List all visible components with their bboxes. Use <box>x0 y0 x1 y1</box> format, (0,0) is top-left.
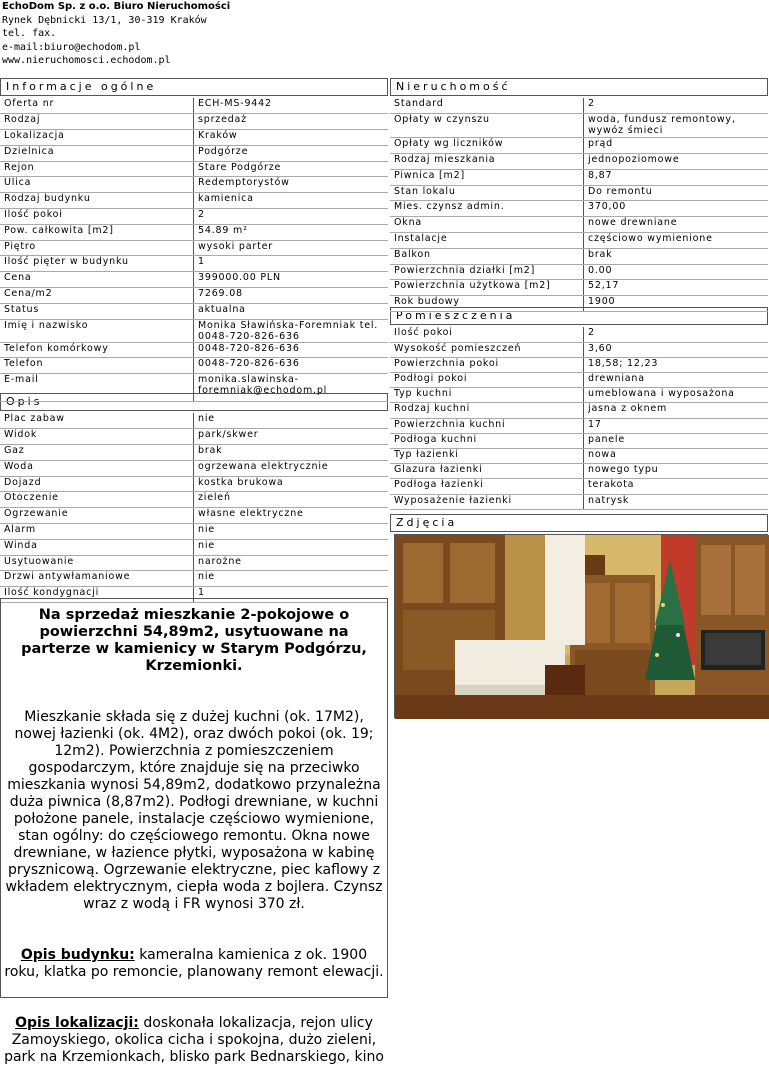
room-interior-image <box>395 535 769 719</box>
room-label: Typ kuchni <box>390 388 584 403</box>
feature-value: nie <box>194 539 389 555</box>
general-value: Kraków <box>194 130 389 146</box>
property-value: brak <box>584 248 769 264</box>
property-label: Balkon <box>390 248 584 264</box>
description-text-box <box>0 598 388 1065</box>
room-label: Glazura łazienki <box>390 464 584 479</box>
feature-value: ogrzewana elektrycznie <box>194 460 389 476</box>
room-row <box>390 327 768 342</box>
location-description <box>4 1015 384 1066</box>
room-value: 2 <box>584 327 769 342</box>
room-label: Podłoga łazienki <box>390 479 584 494</box>
property-row <box>390 233 768 249</box>
general-row <box>0 319 388 342</box>
room-label: Podłogi pokoi <box>390 373 584 388</box>
general-value: Monika Sławińska-Foremniak tel. 0048-720-826-636 <box>194 319 389 342</box>
property-label: Instalacje <box>390 233 584 249</box>
property-value: 8,87 <box>584 169 769 185</box>
feature-row <box>0 429 388 445</box>
room-row <box>390 418 768 433</box>
company-name: EchoDom Sp. z o.o. Biuro Nieruchomości <box>2 1 231 12</box>
general-row <box>0 256 388 272</box>
property-row <box>390 138 768 154</box>
room-label: Powierzchnia pokoi <box>390 357 584 372</box>
room-value: natrysk <box>584 494 769 509</box>
general-label: Dzielnica <box>0 145 194 161</box>
general-row <box>0 177 388 193</box>
general-value: Stare Podgórze <box>194 161 389 177</box>
feature-value: nie <box>194 524 389 540</box>
feature-label: Gaz <box>0 445 194 461</box>
general-value: kamienica <box>194 193 389 209</box>
room-row <box>390 342 768 357</box>
general-row <box>0 130 388 146</box>
general-label: Telefon komórkowy <box>0 342 194 358</box>
room-label: Wysokość pomieszczeń <box>390 342 584 357</box>
feature-row <box>0 492 388 508</box>
section-description-header: Opis <box>0 393 388 411</box>
feature-row <box>0 460 388 476</box>
property-row <box>390 280 768 296</box>
general-value: 399000.00 PLN <box>194 272 389 288</box>
general-row <box>0 98 388 114</box>
property-label: Powierzchnia działki [m2] <box>390 264 584 280</box>
room-row <box>390 403 768 418</box>
room-value: nowa <box>584 449 769 464</box>
general-value: sprzedaż <box>194 114 389 130</box>
building-description-label: Opis budynku: <box>20 947 135 963</box>
feature-value: 1 <box>194 587 389 603</box>
room-row <box>390 479 768 494</box>
general-row <box>0 272 388 288</box>
general-row <box>0 288 388 304</box>
general-label: Rejon <box>0 161 194 177</box>
company-website: www.nieruchomosci.echodom.pl <box>2 55 171 66</box>
property-row <box>390 248 768 264</box>
general-label: Rodzaj budynku <box>0 193 194 209</box>
room-row <box>390 494 768 509</box>
feature-value: własne elektryczne <box>194 508 389 524</box>
description-features-table <box>0 413 388 603</box>
property-label: Rok budowy <box>390 296 584 312</box>
section-property-header: Nieruchomość <box>390 78 768 96</box>
general-value: 7269.08 <box>194 288 389 304</box>
room-row <box>390 388 768 403</box>
company-phone: tel. fax. <box>2 28 57 39</box>
general-row <box>0 209 388 225</box>
property-row <box>390 98 768 114</box>
general-value: Podgórze <box>194 145 389 161</box>
general-row <box>0 303 388 319</box>
general-info-table <box>0 98 388 402</box>
property-value: prąd <box>584 138 769 154</box>
feature-value: kostka brukowa <box>194 476 389 492</box>
feature-label: Otoczenie <box>0 492 194 508</box>
section-rooms-header: Pomieszczenia <box>390 307 768 325</box>
room-label: Rodzaj kuchni <box>390 403 584 418</box>
property-label: Standard <box>390 98 584 114</box>
feature-value: narożne <box>194 555 389 571</box>
general-label: E-mail <box>0 373 194 401</box>
property-table <box>390 98 768 312</box>
feature-label: Plac zabaw <box>0 413 194 429</box>
room-row <box>390 449 768 464</box>
property-label: Mies. czynsz admin. <box>390 201 584 217</box>
feature-label: Usytuowanie <box>0 555 194 571</box>
general-label: Ulica <box>0 177 194 193</box>
description-lead: Na sprzedaż mieszkanie 2-pokojowe o powierzchni 54,89m2, usytuowane na parterze w kamienicy w Starym Podgórzu, Krzemionki. <box>21 607 367 674</box>
general-row <box>0 342 388 358</box>
feature-row <box>0 555 388 571</box>
feature-row <box>0 539 388 555</box>
feature-label: Ilość kondygnacji <box>0 587 194 603</box>
general-value: 0048-720-826-636 <box>194 342 389 358</box>
feature-label: Dojazd <box>0 476 194 492</box>
general-label: Rodzaj <box>0 114 194 130</box>
property-row <box>390 264 768 280</box>
general-label: Piętro <box>0 240 194 256</box>
room-value: 18,58; 12,23 <box>584 357 769 372</box>
general-value: aktualna <box>194 303 389 319</box>
room-label: Wyposażenie łazienki <box>390 494 584 509</box>
room-label: Ilość pokoi <box>390 327 584 342</box>
company-address: Rynek Dębnicki 13/1, 30-319 Kraków <box>2 14 207 26</box>
room-value: umeblowana i wyposażona <box>584 388 769 403</box>
room-value: panele <box>584 433 769 448</box>
feature-label: Alarm <box>0 524 194 540</box>
property-value: woda, fundusz remontowy, wywóz śmieci <box>584 114 769 138</box>
property-value: częściowo wymienione <box>584 233 769 249</box>
property-row <box>390 201 768 217</box>
feature-row <box>0 413 388 429</box>
general-value: 1 <box>194 256 389 272</box>
general-value: 54.89 m² <box>194 224 389 240</box>
room-label: Podłoga kuchni <box>390 433 584 448</box>
agency-header <box>2 0 230 68</box>
room-label: Powierzchnia kuchni <box>390 418 584 433</box>
general-row <box>0 358 388 374</box>
description-body: Mieszkanie składa się z dużej kuchni (ok. 17M2), nowej łazienki (ok. 4M2), oraz dwóch pokoi (ok. 19; 12m2). Powierzchnia z pomieszczeniem gospodarczym, które znajduje się na przeciwko mieszkania wynosi 54,89m2, dodatkowo przynależna duża piwnica (8,87m2). Podłogi drewniane, w kuchni położone panele, instalacje częściowo wymienione, stan ogólny: do częściowego remontu. Okna nowe drewniane, w łazience płytki, wyposażona w kabinę prysznicową. Ogrzewanie elektryczne, piec kaflowy z wkładem elektrycznym, ciepła woda z bojlera. Czynsz wraz z wodą i FR wynosi 370 zł. <box>5 709 383 912</box>
property-label: Okna <box>390 217 584 233</box>
room-row <box>390 464 768 479</box>
room-value: terakota <box>584 479 769 494</box>
general-row <box>0 224 388 240</box>
property-row <box>390 114 768 138</box>
general-label: Cena/m2 <box>0 288 194 304</box>
rooms-table <box>390 327 768 510</box>
property-value: jednopoziomowe <box>584 154 769 170</box>
property-row <box>390 169 768 185</box>
general-row <box>0 114 388 130</box>
property-value: 370,00 <box>584 201 769 217</box>
room-value: nowego typu <box>584 464 769 479</box>
general-value: wysoki parter <box>194 240 389 256</box>
building-description <box>4 947 384 981</box>
property-label: Opłaty w czynszu <box>390 114 584 138</box>
room-value: jasna z oknem <box>584 403 769 418</box>
general-row <box>0 145 388 161</box>
section-photos-header: Zdjęcia <box>390 514 768 532</box>
feature-value: nie <box>194 413 389 429</box>
general-label: Ilość pięter w budynku <box>0 256 194 272</box>
general-label: Telefon <box>0 358 194 374</box>
property-row <box>390 154 768 170</box>
general-label: Imię i nazwisko <box>0 319 194 342</box>
feature-value: park/skwer <box>194 429 389 445</box>
general-value: Redemptorystów <box>194 177 389 193</box>
general-label: Lokalizacja <box>0 130 194 146</box>
room-value: 17 <box>584 418 769 433</box>
feature-value: zieleń <box>194 492 389 508</box>
feature-row <box>0 524 388 540</box>
room-row <box>390 357 768 372</box>
room-row <box>390 433 768 448</box>
property-row <box>390 217 768 233</box>
property-row <box>390 296 768 312</box>
general-value: 0048-720-826-636 <box>194 358 389 374</box>
room-value: drewniana <box>584 373 769 388</box>
property-value: 2 <box>584 98 769 114</box>
general-row <box>0 161 388 177</box>
room-label: Typ łazienki <box>390 449 584 464</box>
section-general-header: Informacje ogólne <box>0 78 388 96</box>
property-value: 0.00 <box>584 264 769 280</box>
company-email: e-mail:biuro@echodom.pl <box>2 41 141 53</box>
location-description-text: doskonała lokalizacja, rejon ulicy Zamoyskiego, okolica cicha i spokojna, dużo zieleni, park na Krzemionkach, blisko park Bednarskiego, kino <box>4 1015 384 1065</box>
general-row <box>0 193 388 209</box>
general-label: Pow. całkowita [m2] <box>0 224 194 240</box>
property-label: Powierzchnia użytkowa [m2] <box>390 280 584 296</box>
general-value: 2 <box>194 209 389 225</box>
feature-label: Ogrzewanie <box>0 508 194 524</box>
feature-label: Widok <box>0 429 194 445</box>
feature-value: brak <box>194 445 389 461</box>
building-description-text: kameralna kamienica z ok. 1900 roku, klatka po remoncie, planowany remont elewacji. <box>4 947 384 980</box>
room-value: 3,60 <box>584 342 769 357</box>
general-value: monika.slawinska-foremniak@echodom.pl <box>194 373 389 401</box>
property-value: 52,17 <box>584 280 769 296</box>
general-label: Oferta nr <box>0 98 194 114</box>
feature-label: Drzwi antywłamaniowe <box>0 571 194 587</box>
property-value: nowe drewniane <box>584 217 769 233</box>
feature-row <box>0 476 388 492</box>
general-row <box>0 240 388 256</box>
feature-label: Woda <box>0 460 194 476</box>
property-row <box>390 185 768 201</box>
general-row <box>0 373 388 401</box>
feature-label: Winda <box>0 539 194 555</box>
feature-row <box>0 571 388 587</box>
feature-value: nie <box>194 571 389 587</box>
property-label: Piwnica [m2] <box>390 169 584 185</box>
apartment-photo[interactable] <box>394 534 768 718</box>
room-row <box>390 373 768 388</box>
location-description-label: Opis lokalizacji: <box>15 1015 139 1031</box>
property-label: Rodzaj mieszkania <box>390 154 584 170</box>
property-label: Opłaty wg liczników <box>390 138 584 154</box>
property-label: Stan lokalu <box>390 185 584 201</box>
feature-row <box>0 445 388 461</box>
general-label: Cena <box>0 272 194 288</box>
feature-row <box>0 508 388 524</box>
general-value: ECH-MS-9442 <box>194 98 389 114</box>
property-value: Do remontu <box>584 185 769 201</box>
general-label: Status <box>0 303 194 319</box>
general-label: Ilość pokoi <box>0 209 194 225</box>
property-value: 1900 <box>584 296 769 312</box>
